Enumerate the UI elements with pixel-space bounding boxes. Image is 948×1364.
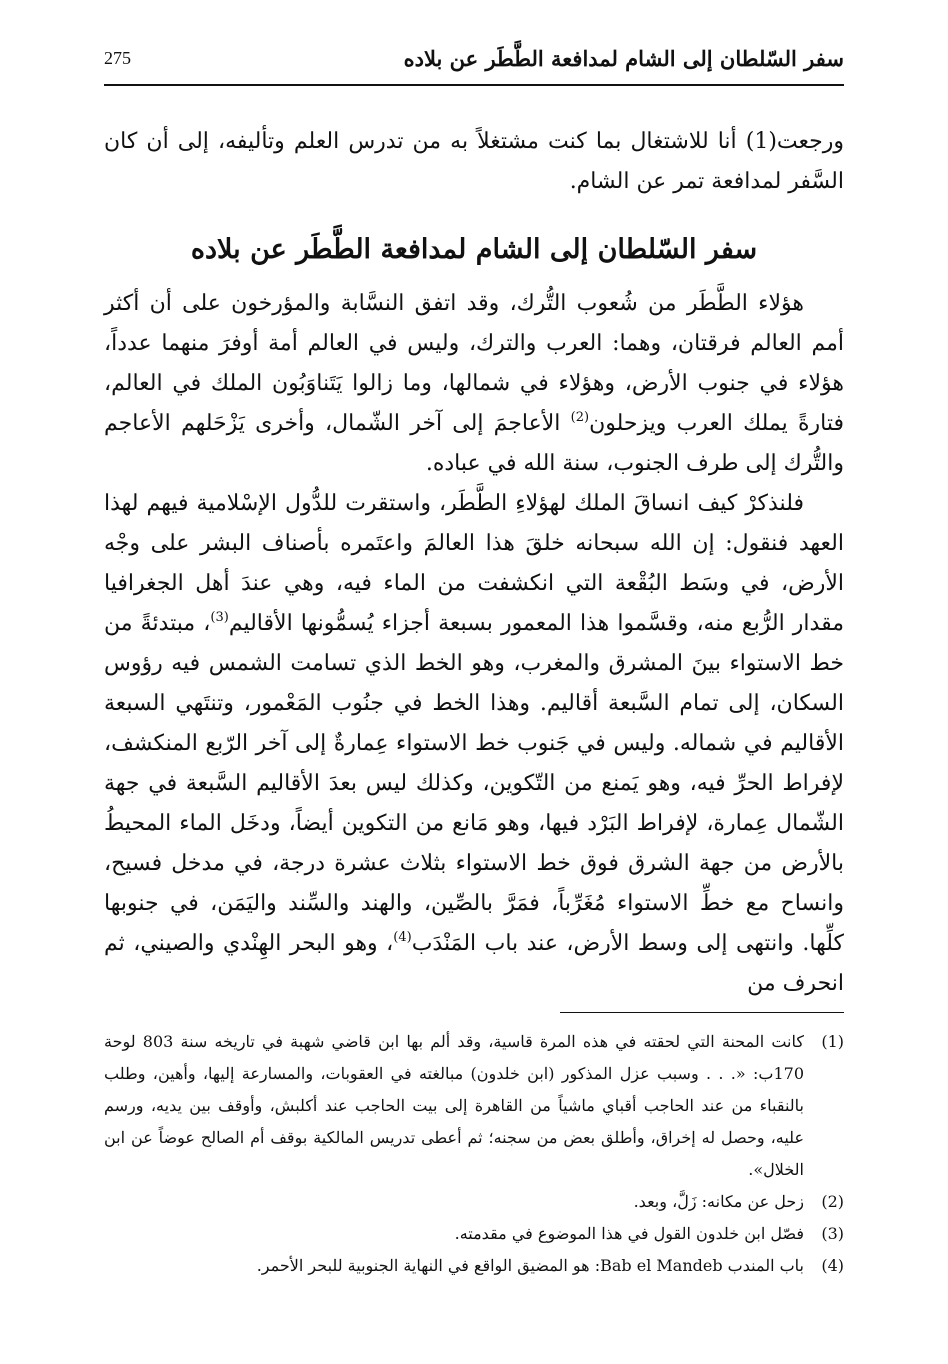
paragraph-tatar-origins [104,284,844,484]
intro-paragraph-block [104,122,844,202]
section-heading: سفر السّلطان إلى الشام لمدافعة الطَّطَر عن بلاده [190,234,758,265]
intro-paragraph: ورجعت(1) أنا للاشتغال بما كنت مشتغلاً به من تدرس العلم وتأليفه، إلى أن كان السَّفر لمدافعة تمر عن الشام. [104,129,844,194]
footnote-text: زحل عن مكانه: زَلَّ، وبعد. [633,1192,804,1211]
footnote-item [104,1218,844,1250]
footnote-marker: (4) [393,930,412,945]
footnote-number: (1) [821,1032,844,1051]
paragraph-text: هؤلاء الطَّطَر من شُعوب التُّرك، وقد اتفق النسَّابة والمؤرخون على أن أكثر أمم العالم فرقتان، وهما: العرب والترك، وليس في العالم أمة أوفرَ منهما عدداً، هؤلاء في جنوب الأرض، وهؤلاء في شمالها، وما زالوا يَتَناوَبُون الملك في العالم، فتارةً يملك العرب ويزحلون [104,291,844,436]
paragraph-text: ، مبتدئةً من خط الاستواء بينَ المشرق والمغرب، وهو الخط الذي تسامت الشمس فيه رؤوس السكان، إلى تمام السَّبعة أقاليم. وهذا الخط في جنُوب المَعْمور، وتنتَهي السبعة الأقاليم في شماله. وليس في جَنوب خط الاستواء عِمارةٌ إلى آخر الرّبع المنكشف، لإفراط الحرِّ فيه، وهو يَمنع من التّكوين، وكذلك ليس بعدَ الأقاليم السَّبعة في جهة الشّمال عِمارة، لإفراط البَرْد فيها، وهو مَانع من التكوين أيضاً، ودخَل الماء المحيطُ بالأرض من جهة الشرق فوق خط الاستواء بثلاث عشرة درجة، في مدخل فسيح، وانساح مع خطِّ الاستواء مُغَرِّباً، فمَرَّ بالصِّين، والهند والسِّند واليَمَن، في جنوبها كلِّها. وانتهى إلى وسط الأرض، عند باب المَنْدَب [104,611,844,956]
footnotes [104,1026,844,1282]
footnote-number: (2) [821,1192,844,1211]
footnote-text: فصّل ابن خلدون القول في هذا الموضوع في مقدمته. [454,1224,804,1243]
footnote-text: كانت المحنة التي لحقته في هذه المرة قاسية، وقد ألم بها ابن قاضي شهبة في تاريخه سنة 803 لوحة 170ب: «. . . وسبب عزل المذكور (ابن خلدون) مبالغته في العقوبات، والمسارعة إليها، وأهين، وطلب بالنقباء من عند الحاجب أقباي ماشياً من القاهرة إلى بيت الحاجب عند أكلبش، وأوقف بين يديه، ورسم عليه، وحصل له إخراق، وأطلق بعض من سجنه؛ ثم أعطى تدريس المالكية بوقف أم الصالح عوضاً عن ابن الخلال». [104,1032,805,1179]
paragraph-text: الأعاجمَ إلى آخر الشّمال، وأخرى يَزْحَلهم الأعاجم والتُّرك إلى طرف الجنوب، سنة الله في عباده. [104,411,844,476]
footnote-text: باب المندب Bab el Mandeb: هو المضيق الواقع في النهاية الجنوبية للبحر الأحمر. [256,1256,804,1275]
footnote-item [104,1250,844,1282]
footnote-number: (3) [821,1224,844,1243]
footnote-item [104,1186,844,1218]
running-title: سفر السّلطان إلى الشام لمدافعة الطَّطَر عن بلاده [403,46,844,71]
footnote-marker: (3) [210,610,229,625]
running-header [104,40,844,86]
footnote-marker: (2) [570,410,590,425]
footnote-item [104,1026,844,1186]
paragraph-text: فلنذكرْ كيف انساقَ الملك لهؤلاءِ الطَّطَر، واستقرت للدُّول الإسْلامية فيهم لهذا العهد فنقول: إن الله سبحانه خلقَ هذا العالمَ واعتَمره بأصناف البشر على وجْه الأرض، في وسَط البُقْعة التي انكشفت من الماء فيه، وهي عندَ أهل الجغرافيا مقدار الرُّبع منه، وقسَّموا هذا المعمور بسبعة أجزاء يُسمُّونها الأقاليم [104,491,844,636]
page-number: 275 [104,48,131,68]
main-text-block [104,284,844,1004]
footnote-number: (4) [821,1256,844,1275]
paragraph-world-geography [104,484,844,1004]
paragraph-text: ، وهو البحر الهِنْدي والصيني، ثم انحرف من [104,931,844,996]
footnote-separator [560,1012,844,1013]
